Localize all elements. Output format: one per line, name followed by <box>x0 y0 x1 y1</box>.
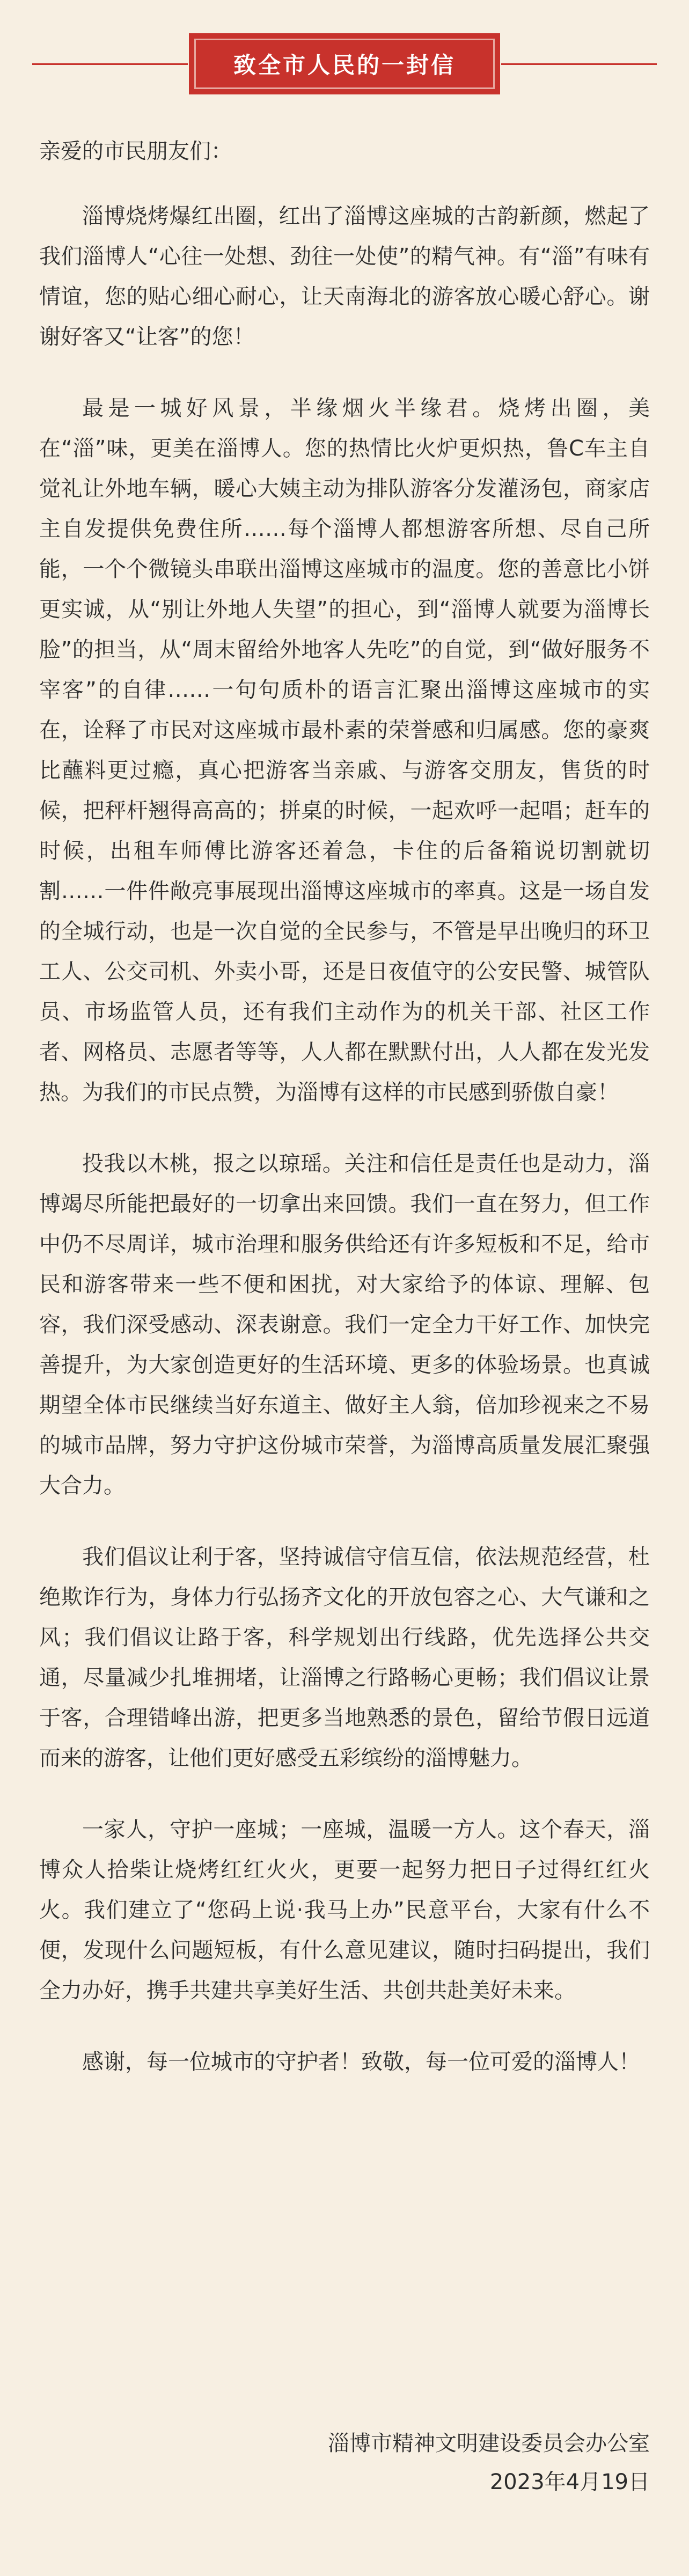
letter-body <box>39 134 650 2113</box>
paragraph-2: 最是一城好风景，半缘烟火半缘君。烧烤出圈，美在“淄”味，更美在淄博人。您的热情比火炉更炽热，鲁C车主自觉礼让外地车辆，暖心大姨主动为排队游客分发灌汤包，商家店主自发提供免费住所……每个淄博人都想游客所想、尽自己所能，一个个微镜头串联出淄博这座城市的温度。您的善意比小饼更实诚，从“别让外地人失望”的担心，到“淄博人就要为淄博长脸”的担当，从“周末留给外地客人先吃”的自觉，到“做好服务不宰客”的自律……一句句质朴的语言汇聚出淄博这座城市的实在，诠释了市民对这座城市最朴素的荣誉感和归属感。您的豪爽比蘸料更过瘾，真心把游客当亲戚、与游客交朋友，售货的时候，把秤杆翘得高高的；拼桌的时候，一起欢呼一起唱；赶车的时候，出租车师傅比游客还着急，卡住的后备箱说切割就切割……一件件敞亮事展现出淄博这座城市的率真。这是一场自发的全城行动，也是一次自觉的全民参与，不管是早出晚归的环卫工人、公交司机、外卖小哥，还是日夜值守的公安民警、城管队员、市场监管人员，还有我们主动作为的机关干部、社区工作者、网格员、志愿者等等，人人都在默默付出，人人都在发光发热。为我们的市民点赞，为淄博有这样的市民感到骄傲自豪！ <box>39 396 650 1105</box>
signature-org: 淄博市精神文明建设委员会办公室 <box>328 2431 650 2456</box>
paragraph-1: 淄博烧烤爆红出圈，红出了淄博这座城的古韵新颜，燃起了我们淄博人“心往一处想、劲往一处使”的精气神。有“淄”有味有情谊，您的贴心细心耐心，让天南海北的游客放心暖心舒心。谢谢好客又“让客”的您！ <box>39 204 650 349</box>
title-banner <box>189 33 500 94</box>
title-decoration-right <box>501 63 657 65</box>
signature-block <box>328 2424 650 2501</box>
paragraph-5: 一家人，守护一座城；一座城，温暖一方人。这个春天，淄博众人拾柴让烧烤红红火火，更要一起努力把日子过得红红火火。我们建立了“您码上说·我马上办”民意平台，大家有什么不便，发现什么问题短板，有什么意见建议，随时扫码提出，我们全力办好，携手共建共享美好生活、共创共赴美好未来。 <box>39 1817 650 2003</box>
greeting: 亲爱的市民朋友们： <box>39 139 232 164</box>
page-title: 致全市人民的一封信 <box>233 52 456 78</box>
paragraph-4: 我们倡议让利于客，坚持诚信守信互信，依法规范经营，杜绝欺诈行为，身体力行弘扬齐文化的开放包容之心、大气谦和之风；我们倡议让路于客，科学规划出行线路，优先选择公共交通，尽量减少扎堆拥堵，让淄博之行路畅心更畅；我们倡议让景于客，合理错峰出游，把更多当地熟悉的景色，留给节假日远道而来的游客，让他们更好感受五彩缤纷的淄博魅力。 <box>39 1545 650 1771</box>
paragraph-3: 投我以木桃，报之以琼瑶。关注和信任是责任也是动力，淄博竭尽所能把最好的一切拿出来回馈。我们一直在努力，但工作中仍不尽周详，城市治理和服务供给还有许多短板和不足，给市民和游客带来一些不便和困扰，对大家给予的体谅、理解、包容，我们深受感动、深表谢意。我们一定全力干好工作、加快完善提升，为大家创造更好的生活环境、更多的体验场景。也真诚期望全体市民继续当好东道主、做好主人翁，倍加珍视来之不易的城市品牌，努力守护这份城市荣誉，为淄博高质量发展汇聚强大合力。 <box>39 1151 650 1498</box>
paragraph-6: 感谢，每一位城市的守护者！致敬，每一位可爱的淄博人！ <box>82 2050 640 2074</box>
title-decoration-left <box>32 63 188 65</box>
signature-date: 2023年4月19日 <box>489 2470 650 2494</box>
